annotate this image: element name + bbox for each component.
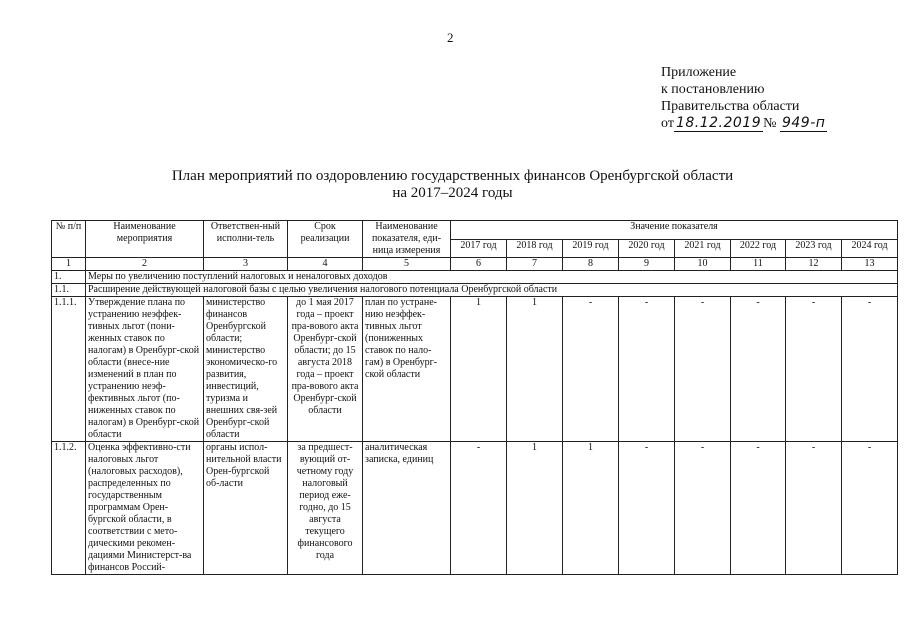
row-value: - <box>731 442 786 575</box>
header-year: 2024 год <box>842 239 898 258</box>
row-value: - <box>842 297 898 442</box>
row-number: 1.1.1. <box>52 297 86 442</box>
column-number: 4 <box>288 258 363 271</box>
row-deadline: за предшест-вующий от-четному году налоговый период еже-годно, до 15 августа текущего финансового года <box>288 442 363 575</box>
section-row <box>52 284 898 297</box>
row-value: - <box>451 442 507 575</box>
row-indicator: план по устране-нию неэффек-тивных льгот (пониженных ставок по нало-гам) в Оренбург-ской области <box>363 297 451 442</box>
row-value: 1 <box>563 442 619 575</box>
row-number: 1.1.2. <box>52 442 86 575</box>
column-numbers-row <box>52 258 898 271</box>
title-line-1: План мероприятий по оздоровлению государственных финансов Оренбургской области <box>171 168 734 184</box>
header-num: № п/п <box>52 221 86 258</box>
table-row <box>52 297 898 442</box>
appendix-block <box>661 64 827 132</box>
section-number: 1. <box>52 271 86 284</box>
row-responsible: органы испол-нительной власти Орен-бургской об-ласти <box>204 442 288 575</box>
row-value: - <box>842 442 898 575</box>
header-year: 2022 год <box>731 239 786 258</box>
row-value: - <box>563 297 619 442</box>
row-value: - <box>619 442 675 575</box>
row-value: - <box>786 297 842 442</box>
header-deadline: Срок реализации <box>288 221 363 258</box>
header-row-1 <box>52 221 898 240</box>
header-name: Наименование мероприятия <box>86 221 204 258</box>
appendix-line-2: к постановлению <box>661 82 765 97</box>
section-title: Расширение действующей налоговой базы с целью увеличения налогового потенциала Оренбургской области <box>86 284 898 297</box>
column-number: 1 <box>52 258 86 271</box>
section-title: Меры по увеличению поступлений налоговых и неналоговых доходов <box>86 271 898 284</box>
header-year: 2018 год <box>507 239 563 258</box>
column-number: 3 <box>204 258 288 271</box>
header-year: 2019 год <box>563 239 619 258</box>
row-responsible: министерство финансов Оренбургской области; министерство экономическо-го развития, инвестиций, туризма и внешних свя-зей Оренбург-ской области <box>204 297 288 442</box>
column-number: 2 <box>86 258 204 271</box>
decree-date: 18.12.2019 <box>675 115 762 131</box>
number-label: № <box>763 116 777 131</box>
column-number: 5 <box>363 258 451 271</box>
page-number: 2 <box>447 30 454 45</box>
row-measure-name: Утверждение плана по устранению неэффек-тивных льгот (пони-женных ставок по налогам) в Оренбург-ской области (внесе-ние изменений в план по устранению неэф-фективных льгот (по-ниженных ставок по налогам) в Оренбург-ской области <box>86 297 204 442</box>
from-label: от <box>661 116 674 131</box>
column-number: 11 <box>731 258 786 271</box>
row-value: - <box>619 297 675 442</box>
row-deadline: до 1 мая 2017 года – проект пра-вового акта Оренбург-ской области; до 15 августа 2018 года – проект пра-вового акта Оренбург-ской области <box>288 297 363 442</box>
row-value: - <box>675 442 731 575</box>
section-number: 1.1. <box>52 284 86 297</box>
header-year: 2021 год <box>675 239 731 258</box>
row-value: - <box>675 297 731 442</box>
header-year: 2023 год <box>786 239 842 258</box>
title-line-2: на 2017–2024 годы <box>392 185 513 201</box>
column-number: 13 <box>842 258 898 271</box>
header-responsible: Ответствен-ный исполни-тель <box>204 221 288 258</box>
decree-date-number <box>661 115 827 132</box>
row-value: 1 <box>507 442 563 575</box>
row-measure-name: Оценка эффективно-сти налоговых льгот (налоговых расходов), распределенных по государственным программам Орен-бургской области, в соответствии с мето-дическими рекомен-дациями Министерст-ва финансов Россий- <box>86 442 204 575</box>
row-value: 1 <box>451 297 507 442</box>
row-value: 1 <box>507 297 563 442</box>
header-indicator: Наименование показателя, еди-ница измерения <box>363 221 451 258</box>
document-title <box>0 168 905 202</box>
decree-number: 949-п <box>781 115 826 131</box>
row-value: - <box>731 297 786 442</box>
measures-table <box>51 220 898 575</box>
column-number: 6 <box>451 258 507 271</box>
column-number: 9 <box>619 258 675 271</box>
table-row <box>52 442 898 575</box>
appendix-line-1: Приложение <box>661 65 737 80</box>
column-number: 8 <box>563 258 619 271</box>
column-number: 7 <box>507 258 563 271</box>
column-number: 12 <box>786 258 842 271</box>
section-row <box>52 271 898 284</box>
column-number: 10 <box>675 258 731 271</box>
row-indicator: аналитическая записка, единиц <box>363 442 451 575</box>
header-value-group: Значение показателя <box>451 221 898 240</box>
header-year: 2017 год <box>451 239 507 258</box>
header-year: 2020 год <box>619 239 675 258</box>
appendix-line-3: Правительства области <box>661 99 800 114</box>
row-value: - <box>786 442 842 575</box>
